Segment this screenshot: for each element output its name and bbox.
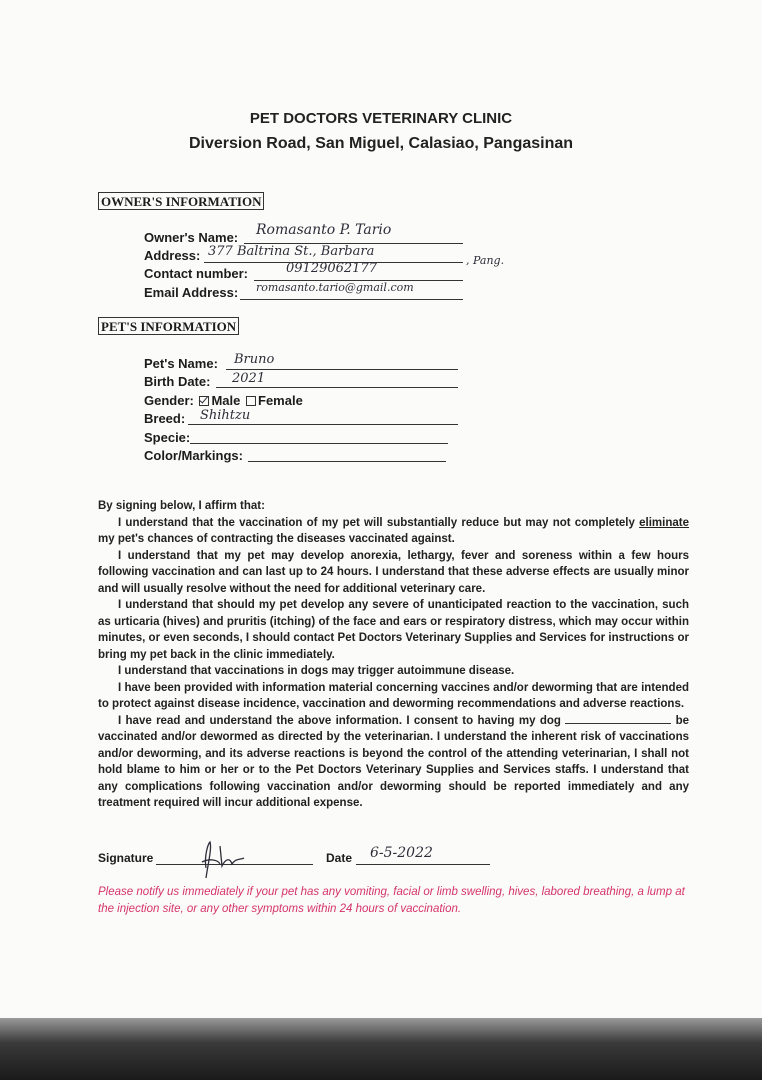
date-label: Date — [326, 851, 353, 865]
consent-paragraph-3: I understand that should my pet develop any severe of unanticipated reaction to the vaccination, such as urticaria (hives) and pruritis (itching) of the face and ears or respiratory distress, which may occur within minutes, or even seconds, I should contact Pet Doctors Veterinary Supplies and Services for instructions or bring my pet back in the clinic immediately. — [98, 599, 689, 661]
address-label: Address: — [144, 248, 201, 263]
date-line[interactable] — [356, 864, 490, 865]
date-value: 6-5-2022 — [370, 845, 433, 861]
scan-edge-shadow — [0, 1018, 762, 1080]
gender-field — [144, 393, 303, 409]
gender-female-label: Female — [258, 393, 303, 408]
consent-paragraph-1: I understand that the vaccination of my pet will substantially reduce but may not completely eliminate my pet's chances of contracting the diseases vaccinated against. — [98, 516, 689, 545]
color-markings-label: Color/Markings: — [144, 448, 243, 463]
gender-male-label: Male — [211, 393, 241, 408]
consent-paragraph-4: I understand that vaccinations in dogs may trigger autoimmune disease. — [118, 665, 515, 677]
address-value: 377 Baltrina St., Barbara — [208, 244, 375, 259]
email-value: romasanto.tario@gmail.com — [256, 281, 414, 294]
consent-paragraph-5: I have been provided with information material concerning vaccines and/or deworming that are intended to protect against disease incidence, vaccination and deworming recommendations and adverse reactions. — [98, 681, 689, 710]
birth-date-value: 2021 — [232, 371, 266, 386]
gender-female-checkbox[interactable] — [246, 396, 256, 406]
address-extra: , Pang. — [466, 254, 505, 267]
pet-name-value: Bruno — [234, 352, 275, 367]
consent-text — [98, 498, 689, 812]
email-label: Email Address: — [144, 285, 239, 300]
owner-name-label: Owner's Name: — [144, 230, 239, 245]
specie-line[interactable] — [190, 443, 448, 444]
pet-name-label: Pet's Name: — [144, 356, 218, 371]
clinic-address: Diversion Road, San Miguel, Calasiao, Pangasinan — [188, 135, 574, 152]
signature-label: Signature — [98, 851, 154, 865]
gender-male-checkbox[interactable] — [199, 396, 209, 406]
color-markings-line[interactable] — [248, 461, 446, 462]
clinic-name: PET DOCTORS VETERINARY CLINIC — [249, 110, 513, 127]
breed-label: Breed: — [144, 411, 186, 426]
consent-paragraph-6: I have read and understand the above information. I consent to having my dog be vaccinated and/or dewormed as directed by the veterinarian. I understand the inherent risk of vaccinations and/or deworming, and its adverse reactions is beyond the control of the attending veterinarian, I shall not hold blame to him or her or to the Pet Doctors Veterinary Supplies and Services staffs. I understand that any complications following vaccination and/or deworming should be reported immediately and any treatment required will incur additional expense. — [98, 714, 690, 809]
contact-value: 09129062177 — [286, 261, 377, 276]
handwritten-signature — [196, 838, 256, 882]
signature-row — [98, 851, 153, 865]
date-field — [326, 851, 352, 865]
pet-name-line[interactable] — [226, 369, 458, 370]
contact-label: Contact number: — [144, 266, 248, 281]
gender-label: Gender: — [144, 393, 194, 408]
owner-name-value: Romasanto P. Tario — [256, 222, 392, 238]
notice-text: Please notify us immediately if your pet has any vomiting, facial or limb swelling, hives, labored breathing, a lump at the injection site, or any other symptoms within 24 hours of vaccination. — [98, 886, 685, 915]
pet-section-title: PET'S INFORMATION — [98, 317, 239, 335]
specie-label: Specie: — [144, 430, 191, 445]
dog-name-blank[interactable] — [565, 713, 671, 724]
breed-line[interactable] — [188, 424, 458, 425]
birth-date-line[interactable] — [216, 387, 458, 388]
consent-paragraph-2: I understand that my pet may develop anorexia, lethargy, fever and soreness within a few hours following vaccination and can last up to 24 hours. I understand that these adverse effects are usually minor and will usually resolve without the need for additional veterinary care. — [98, 549, 689, 595]
owner-section-title: OWNER'S INFORMATION — [98, 192, 264, 210]
consent-intro: By signing below, I affirm that: — [98, 500, 265, 512]
birth-date-label: Birth Date: — [144, 374, 211, 389]
breed-value: Shihtzu — [200, 408, 251, 423]
email-line[interactable] — [240, 299, 463, 300]
